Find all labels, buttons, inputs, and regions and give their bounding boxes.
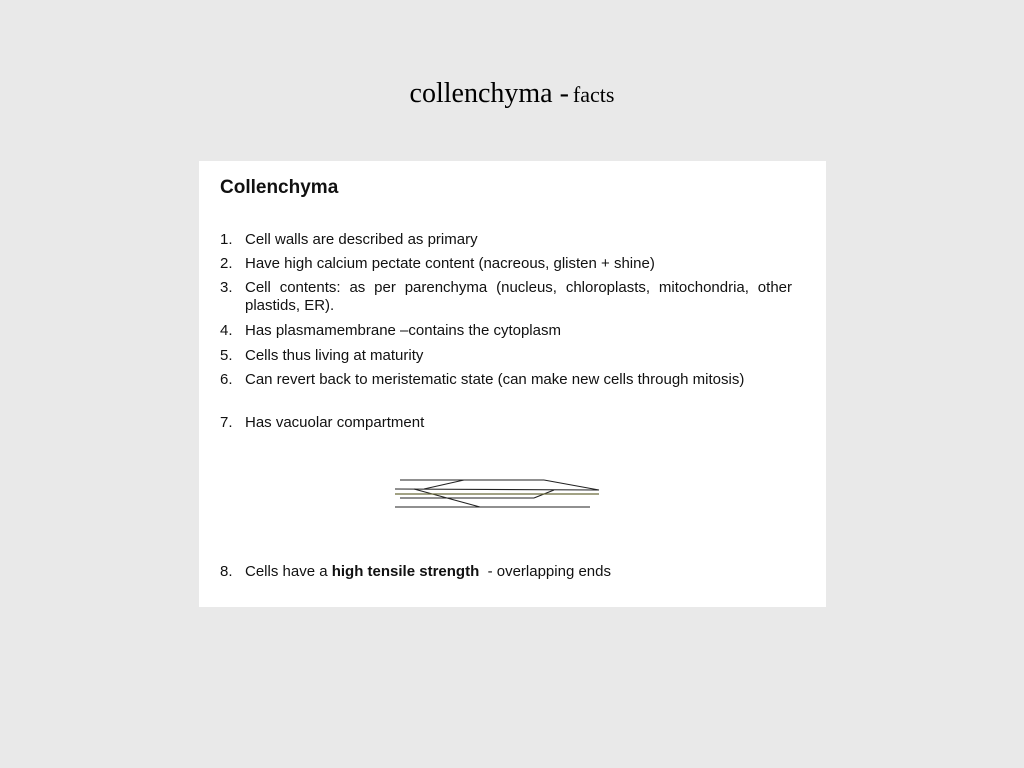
fact-text-post: - overlapping ends [479, 563, 611, 580]
fact-item-7 [220, 414, 792, 432]
fact-item-1 [220, 231, 792, 249]
cell-tip-top [544, 480, 599, 490]
fact-text: Cell contents: as per parenchyma (nucleus, chloroplasts, mitochondria, other plastids, ER). [245, 279, 792, 314]
fact-text: Cells thus living at maturity [245, 347, 424, 364]
cell-middle-line [395, 489, 599, 490]
slide-title-main: collenchyma - [409, 78, 569, 109]
fact-item-3 [220, 279, 792, 315]
slide-title-sub: facts [572, 82, 615, 107]
fact-number: 3. [220, 279, 233, 296]
fact-text-bold: high tensile strength [331, 563, 480, 580]
fact-item-6 [220, 371, 792, 389]
fact-item-2 [220, 255, 792, 273]
fact-item-4 [220, 322, 792, 340]
fact-number: 1. [220, 231, 233, 248]
card-heading: Collenchyma [220, 177, 339, 198]
fact-text: Can revert back to meristematic state (can make new cells through mitosis) [245, 371, 745, 388]
fact-number: 8. [220, 563, 233, 580]
fact-text-pre: Cells have a [245, 563, 332, 580]
fact-number: 7. [220, 414, 233, 431]
fact-text: Cell walls are described as primary [245, 231, 478, 248]
fact-text: Has plasmamembrane –contains the cytoplasm [245, 322, 561, 339]
fact-number: 5. [220, 347, 233, 364]
content-card [199, 161, 826, 607]
fact-text: Have high calcium pectate content (nacreous, glisten + shine) [245, 255, 655, 272]
slide-title [0, 78, 1024, 110]
fact-item-8 [220, 563, 792, 581]
fact-item-5 [220, 347, 792, 365]
fact-number: 2. [220, 255, 233, 272]
fact-text: Has vacuolar compartment [245, 414, 425, 431]
fact-number: 4. [220, 322, 233, 339]
fact-number: 6. [220, 371, 233, 388]
cell-overlap-left [424, 480, 464, 489]
fact-text [245, 563, 792, 581]
overlapping-cells-diagram [394, 477, 604, 513]
